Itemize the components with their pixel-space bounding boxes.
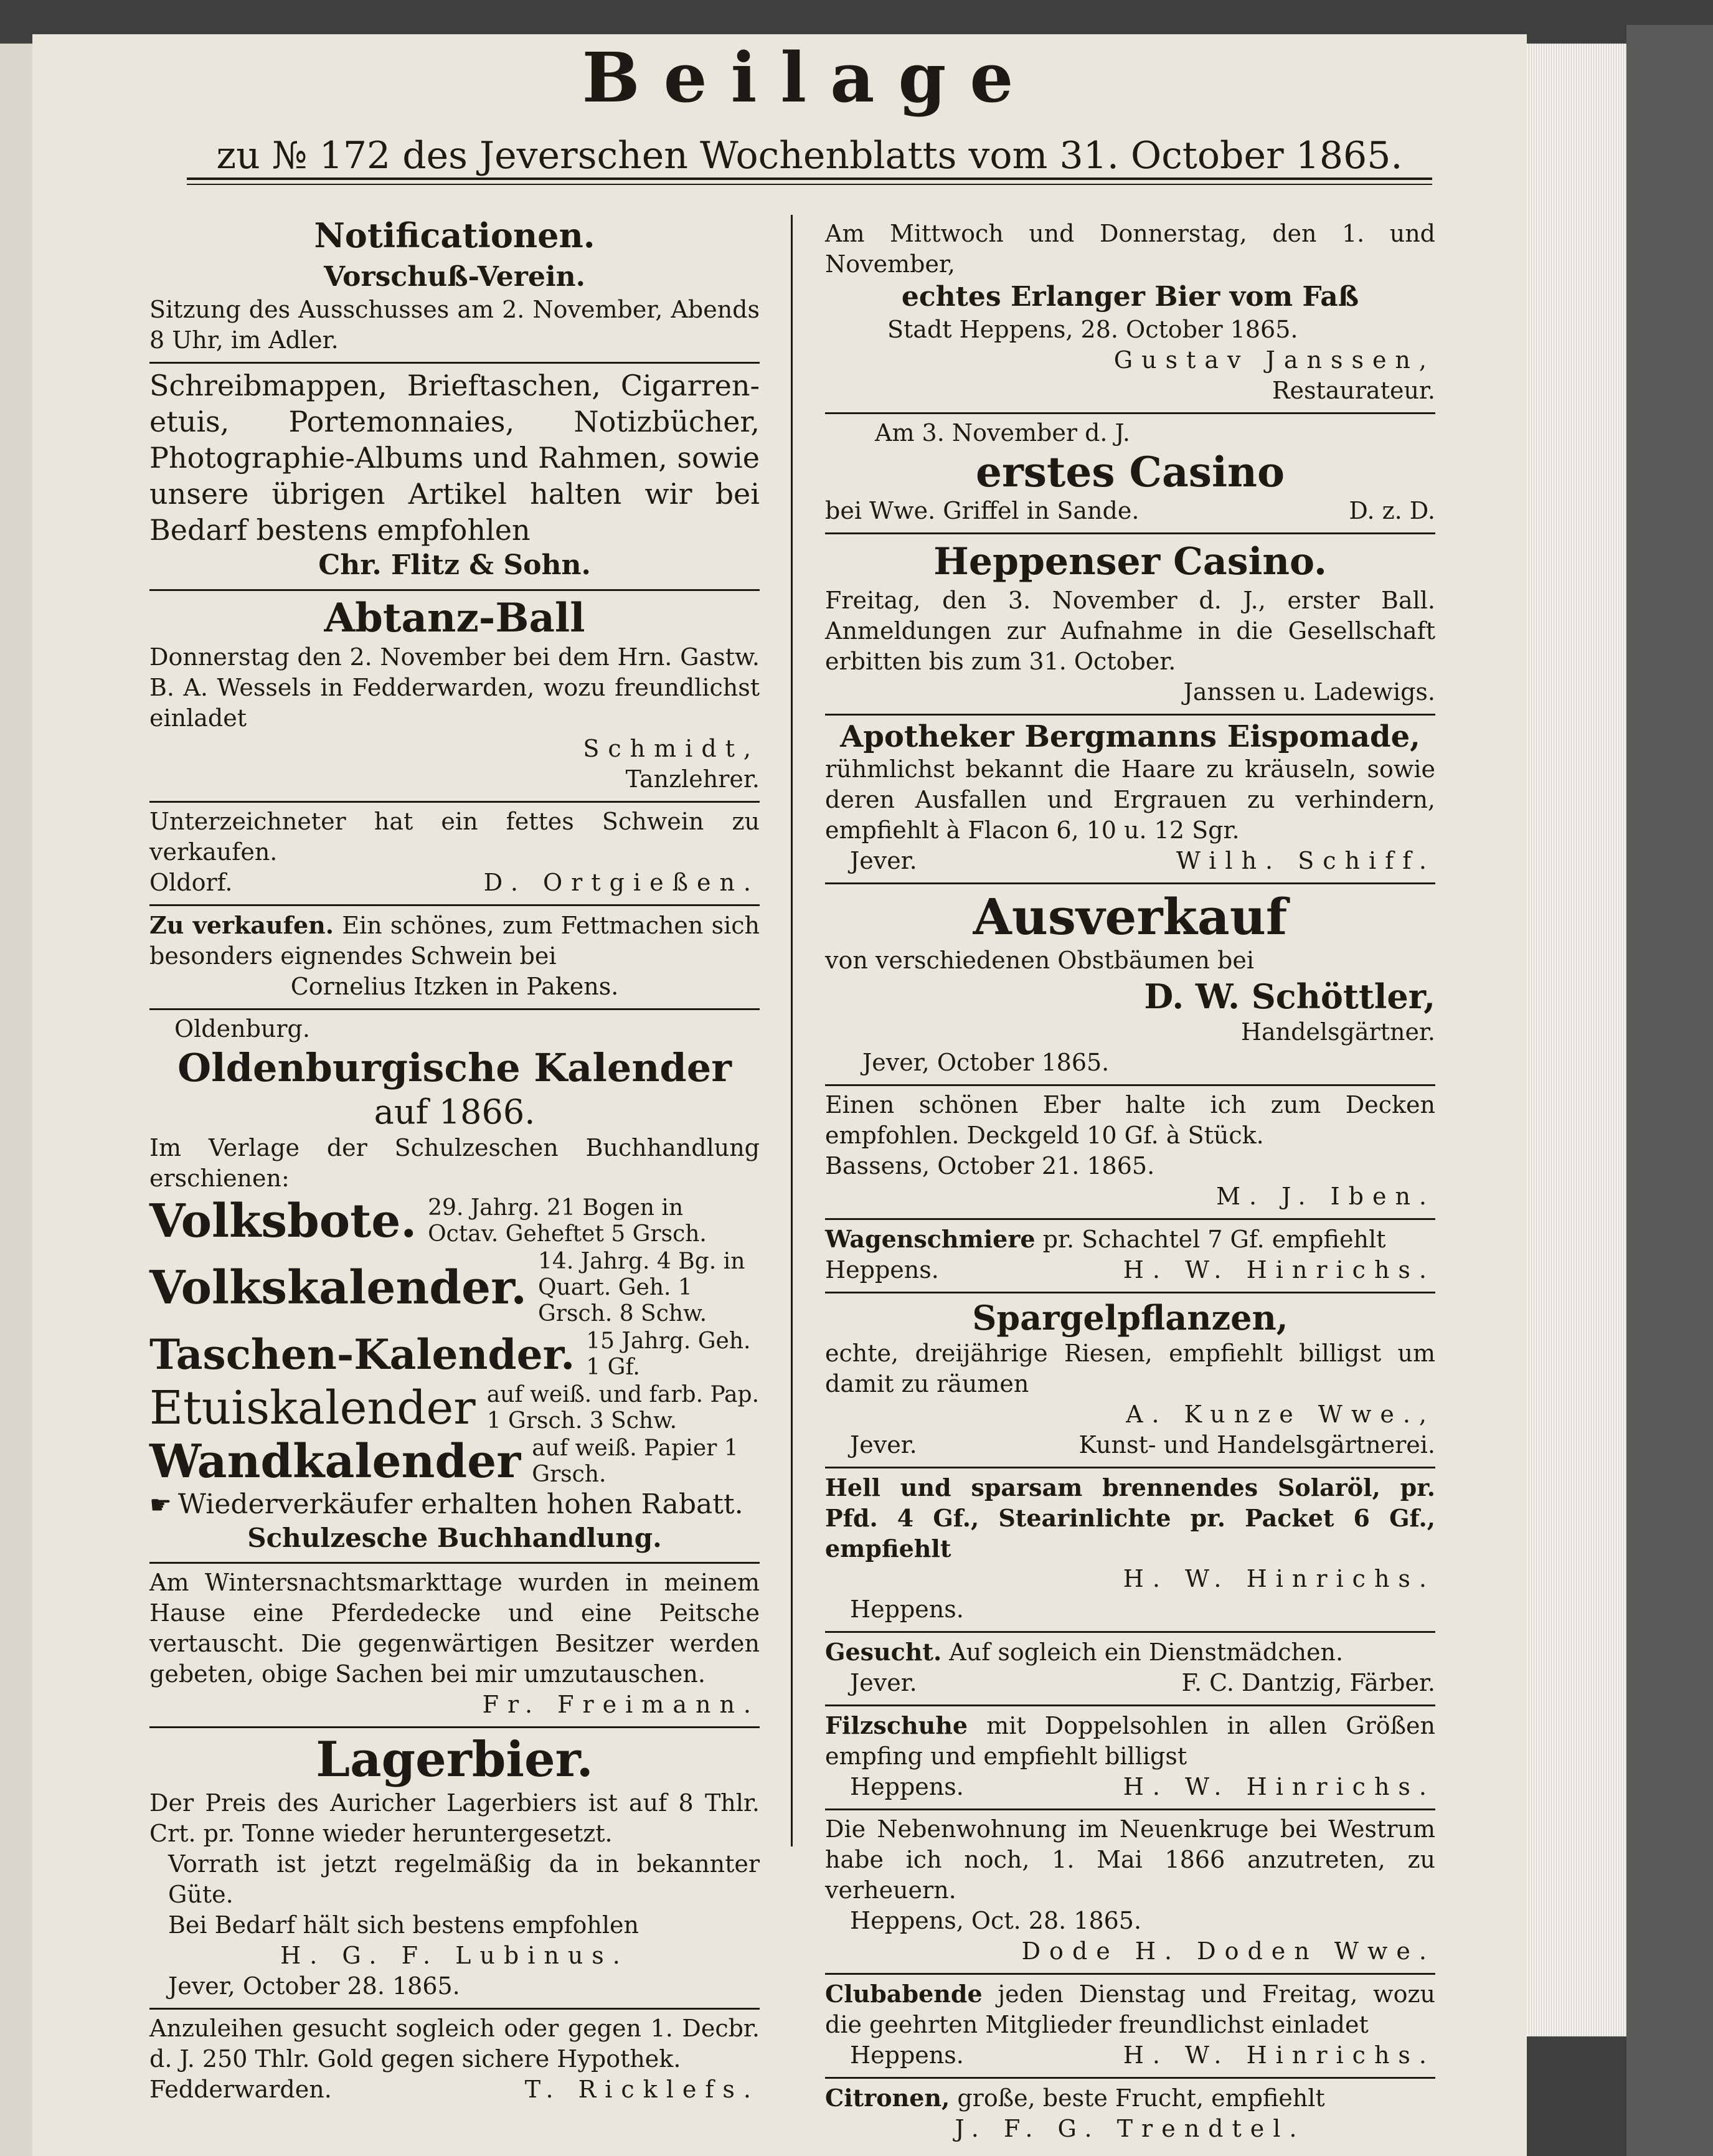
right-column (825, 215, 1435, 2150)
ad-schreibmappen (149, 364, 760, 591)
kalender-desc: 15 Jahrg. Geh. 1 Gf. (586, 1328, 751, 1380)
ad-text: Bei Bedarf hält sich bestens empfohlen (168, 1911, 639, 1939)
masthead-rule (187, 177, 1432, 180)
ad-signature: H. G. F. Lubinus. (280, 1942, 629, 1969)
ad-zu-verkaufen (149, 906, 760, 1010)
ad-place: Heppens. (850, 2041, 964, 2069)
ad-text: Anzuleihen gesucht sogleich oder gegen 1. Decbr. d. J. 250 Thlr. Gold gegen sichere Hypothek. (149, 2015, 760, 2073)
ad-text: mit Doppelsohlen in allen Größen empfing und empfiehlt billigst (825, 1712, 1435, 1770)
ad-place: Oldorf. (149, 869, 233, 896)
book-cover-edge (1626, 25, 1713, 2156)
ad-dateline: Jever, October 1865. (862, 1049, 1110, 1076)
masthead-rule-thin (187, 184, 1432, 185)
ad-text: Am Wintersnachtsmarkttage wurden in meinem Hause eine Pferdedecke und eine Peitsche vertauscht. Die gegenwärtigen Besitzer werden gebeten, obige Sachen bei mir umzutauschen. (149, 1569, 760, 1688)
ad-title: Oldenburgische Kalender (177, 1045, 732, 1090)
ad-role: Tanzlehrer. (625, 765, 760, 793)
ad-erlanger-bier (825, 215, 1435, 414)
ad-filzschuhe (825, 1706, 1435, 1810)
kalender-desc: 29. Jahrg. 21 Bogen in Octav. Geheftet 5 Grsch. (428, 1195, 707, 1247)
ad-title: Apotheker Bergmanns Eispomade, (840, 719, 1420, 754)
ad-text: jeden Dienstag und Freitag, wozu die geehrten Mitglieder freundlichst einladet (825, 1980, 1435, 2038)
pointing-hand-icon: ☛ (149, 1491, 172, 1520)
ad-title: Abtanz-Ball (324, 595, 585, 641)
ad-place: Fedderwarden. (149, 2076, 332, 2103)
ad-title: Lagerbier. (316, 1731, 593, 1788)
ad-signature: Cornelius Itzken in Pakens. (290, 973, 619, 1000)
ad-title: Heppenser Casino. (933, 540, 1327, 584)
ad-nebenwohnung (825, 1810, 1435, 1975)
ad-title: Spargelpflanzen, (972, 1298, 1288, 1338)
ad-signature: H. W. Hinrichs. (1123, 1256, 1435, 1284)
ad-signature: Janssen u. Ladewigs. (1183, 678, 1435, 706)
ad-lead: Gesucht. (825, 1638, 942, 1666)
supplement-title: Beilage (582, 37, 1037, 118)
ad-signature: H. W. Hinrichs. (1123, 2041, 1435, 2069)
kalender-name: Taschen-Kalender. (149, 1330, 575, 1379)
ad-kalender (149, 1010, 760, 1564)
kalender-desc: 14. Jahrg. 4 Bg. in Quart. Geh. 1 Grsch. 8 Schw. (538, 1249, 745, 1326)
ad-heppenser-casino (825, 534, 1435, 716)
ad-citronen (825, 2079, 1435, 2150)
ad-title: Vorschuß-Verein. (324, 261, 585, 293)
ad-lead: Zu verkaufen. (149, 911, 334, 939)
ad-place: Jever. (850, 1431, 917, 1459)
kalender-name: Volkskalender. (149, 1261, 527, 1315)
kalender-name: Volksbote. (149, 1194, 417, 1248)
ad-text: Ein schönes, zum Fettmachen sich besonders eignendes Schwein bei (149, 912, 760, 970)
ad-place: Heppens. (850, 1773, 964, 1800)
ad-dateline: Jever, October 28. 1865. (168, 1972, 460, 2000)
ad-role: Handelsgärtner. (1240, 1018, 1435, 1046)
ad-signature: Dode H. Doden Wwe. (1021, 1937, 1435, 1965)
ad-rabatt: Wiederverkäufer erhalten hohen Rabatt. (177, 1488, 743, 1520)
ad-place: Jever. (850, 1669, 917, 1696)
ad-vorschuss-verein (149, 256, 760, 364)
kalender-item-volksbote (149, 1195, 760, 1247)
ad-wagenschmiere (825, 1220, 1435, 1293)
page-stack-edges (1527, 44, 1628, 2036)
ad-spargelpflanzen (825, 1293, 1435, 1468)
ad-solaroel (825, 1468, 1435, 1633)
kalender-desc: auf weiß. Papier 1 Grsch. (532, 1435, 739, 1487)
supplement-subtitle: zu № 172 des Jeverschen Wochenblatts vom 31. October 1865. (216, 134, 1403, 177)
ad-pferdedecke (149, 1564, 760, 1728)
ad-title: echtes Erlanger Bier vom Faß (901, 281, 1359, 313)
ad-signature: Fr. Freimann. (482, 1691, 760, 1718)
ad-lead: Clubabende (825, 1980, 983, 2008)
ad-signature: Gustav Janssen, (1113, 346, 1435, 374)
ad-gesucht (825, 1633, 1435, 1706)
ad-text: Hell und sparsam brennendes Solaröl, pr. Pfd. 4 Gf., Stearinlichte pr. Packet 6 Gf., empfiehlt (825, 1473, 1435, 1563)
ad-signature: M. J. Iben. (1216, 1183, 1435, 1210)
ad-abtanzball (149, 591, 760, 803)
ad-lead: Filzschuhe (825, 1711, 968, 1739)
ad-text: pr. Schachtel 7 Gf. empfiehlt (1042, 1226, 1386, 1253)
left-column (149, 215, 760, 2111)
ad-year: auf 1866. (374, 1092, 536, 1132)
column-divider (791, 215, 793, 1846)
kalender-name: Wandkalender (149, 1435, 521, 1488)
ad-place: Jever. (850, 847, 917, 874)
ad-signature: Schmidt, (583, 735, 760, 762)
ad-schwein (149, 803, 760, 906)
ad-signature: A. Kunze Wwe., (1126, 1401, 1435, 1428)
ad-text: Donnerstag den 2. November bei dem Hrn. Gastw. B. A. Wessels in Fedderwarden, wozu freundlichst einladet (149, 643, 760, 732)
ad-signature: D. z. D. (1349, 497, 1435, 524)
ad-role: Kunst- und Handelsgärtnerei. (1078, 1431, 1435, 1459)
kalender-desc: auf weiß. und farb. Pap. 1 Grsch. 3 Schw. (486, 1382, 760, 1434)
ad-name: D. W. Schöttler, (1144, 976, 1435, 1016)
previous-page-edge (0, 44, 34, 2156)
ad-signature: Wilh. Schiff. (1176, 847, 1435, 874)
ad-title: erstes Casino (975, 448, 1285, 496)
ad-intro: Im Verlage der Schulzeschen Buchhandlung erschienen: (149, 1134, 760, 1192)
ad-ausverkauf (825, 884, 1435, 1086)
ad-role: Restaurateur. (1272, 377, 1435, 404)
ad-text: Auf sogleich ein Dienstmädchen. (949, 1638, 1344, 1666)
ad-text: Freitag, den 3. November d. J., erster Ball. Anmeldungen zur Aufnahme in die Gesellschaft erbitten bis zum 31. October. (825, 587, 1435, 675)
ad-apotheker-eispomade (825, 716, 1435, 884)
kalender-item-volkskalender (149, 1249, 760, 1327)
ad-place: bei Wwe. Griffel in Sande. (825, 497, 1140, 524)
ad-text: Der Preis des Auricher Lagerbiers ist auf 8 Thlr. Crt. pr. Tonne wieder heruntergesetzt. (149, 1789, 760, 1847)
ad-text: rühmlichst bekannt die Haare zu kräuseln, sowie deren Ausfallen und Ergrauen zu verhindern, empfiehlt à Flacon 6, 10 u. 12 Sgr. (825, 755, 1435, 844)
ad-place: Heppens. (825, 1256, 939, 1284)
ad-erstes-casino (825, 414, 1435, 534)
ad-clubabende (825, 1975, 1435, 2079)
kalender-item-taschenkalender (149, 1328, 760, 1381)
ad-signature: F. C. Dantzig, Färber. (1181, 1669, 1435, 1696)
kalender-item-wandkalender (149, 1435, 760, 1488)
ad-signature: T. Ricklefs. (524, 2076, 760, 2103)
kalender-item-etuiskalender (149, 1382, 760, 1434)
ad-signature: Schulzesche Buchhandlung. (247, 1523, 662, 1553)
ad-text: Am Mittwoch und Donnerstag, den 1. und November, (825, 220, 1435, 278)
ad-text: Am 3. November d. J. (875, 419, 1130, 447)
ad-text: Unterzeichneter hat ein fettes Schwein zu verkaufen. (149, 808, 760, 866)
ad-eber (825, 1086, 1435, 1220)
ad-signature: D. Ortgießen. (483, 869, 760, 896)
ad-lagerbier (149, 1728, 760, 2010)
ad-place: Heppens. (850, 1596, 964, 1623)
ad-signature: J. F. G. Trendtel. (955, 2115, 1306, 2142)
kalender-name: Etuiskalender (149, 1381, 476, 1435)
ad-dateline: Bassens, October 21. 1865. (825, 1152, 1155, 1180)
ad-place: Oldenburg. (174, 1015, 310, 1043)
notifications-heading: Notificationen. (314, 215, 595, 255)
ad-lead: Citronen, (825, 2084, 950, 2112)
ad-title: Ausverkauf (973, 887, 1288, 946)
ad-lead: Wagenschmiere (825, 1225, 1036, 1253)
ad-text: Die Nebenwohnung im Neuenkruge bei Westrum habe ich noch, 1. Mai 1866 anzutreten, zu verheuern. (825, 1815, 1435, 1904)
ad-signature: H. W. Hinrichs. (1123, 1565, 1435, 1592)
ad-text: echte, dreijährige Riesen, empfiehlt billigst um damit zu räumen (825, 1340, 1435, 1397)
ad-signature: H. W. Hinrichs. (1123, 1773, 1435, 1800)
ad-text: Sitzung des Ausschusses am 2. November, Abends 8 Uhr, im Adler. (149, 296, 760, 354)
ad-signature: Chr. Flitz & Sohn. (318, 549, 591, 581)
ad-text: Einen schönen Eber halte ich zum Decken empfohlen. Deckgeld 10 Gf. à Stück. (825, 1091, 1435, 1149)
ad-text: Schreibmappen, Brieftaschen, Cigarren-etuis, Portemonnaies, Notizbücher, Photographie-Albums und Rahmen, sowie unsere übrigen Artikel halten wir bei Bedarf bestens empfohlen (149, 369, 760, 547)
ad-dateline: Heppens, Oct. 28. 1865. (850, 1907, 1142, 1934)
ad-text: große, beste Frucht, empfiehlt (957, 2084, 1325, 2112)
ad-dateline: Stadt Heppens, 28. October 1865. (887, 316, 1298, 343)
ad-anleihe (149, 2010, 760, 2111)
ad-text: von verschiedenen Obstbäumen bei (825, 947, 1254, 974)
ad-text: Vorrath ist jetzt regelmäßig da in bekannter Güte. (168, 1850, 760, 1908)
